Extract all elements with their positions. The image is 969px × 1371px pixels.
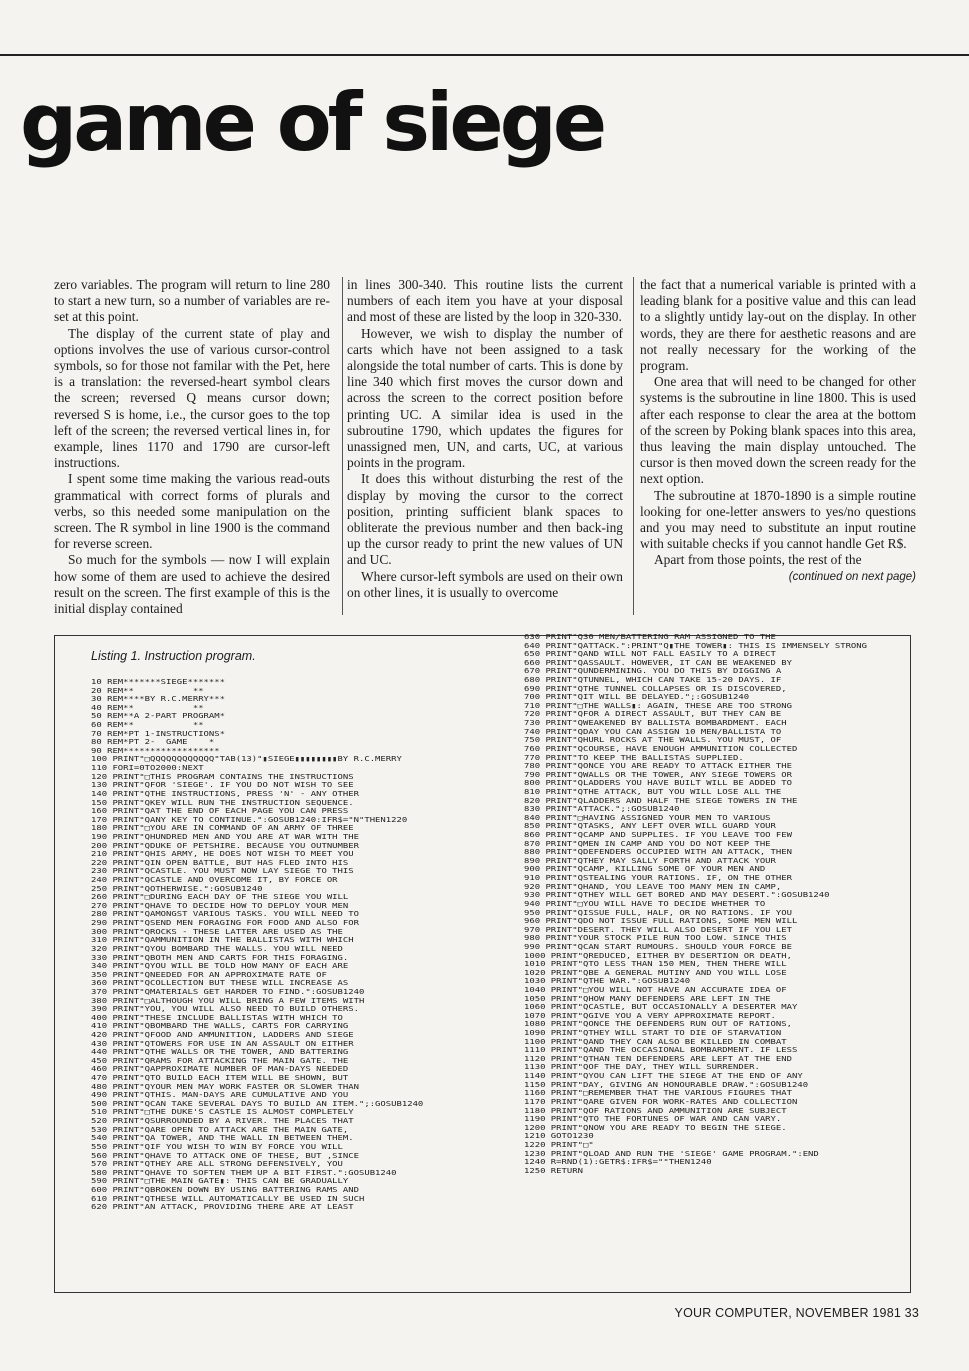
code-line: 590 PRINT"□THE MAIN GATE▮: THIS CAN BE GRADUALLY <box>91 1177 349 1186</box>
listing-title: Listing 1. Instruction program. <box>91 649 256 663</box>
code-line: 480 PRINT"QYOUR MEN MAY WORK FASTER OR SLOWER THAN <box>91 1082 359 1091</box>
code-line: 1140 PRINT"QYOU CAN LIFT THE SIEGE AT THE END OF ANY <box>524 1072 803 1081</box>
paragraph: One area that will need to be changed for other systems is the subroutine in line 1800. This is used after each response to clear the area at the bottom of the screen by Poking blank spaces into this area, thus leaving the main display untouched. The cursor is then moved down the screen ready for the next option. <box>640 374 916 487</box>
code-line: 720 PRINT"QFOR A DIRECT ASSAULT, BUT THEY CAN BE <box>524 710 782 719</box>
code-line: 180 PRINT"□YOU ARE IN COMMAND OF AN ARMY OF THREE <box>91 824 354 833</box>
paragraph: It does this without disturbing the rest of the display by moving the cursor to the correct position, printing sufficient blank spaces to obliterate the previous number and then back-ing up the cursor ready to print the new values of UN and UC. <box>347 471 623 568</box>
code-line: 650 PRINT"QAND WILL NOT FALL EASILY TO A DIRECT <box>524 650 776 659</box>
code-line: 500 PRINT"QCAN TAKE SEVERAL DAYS TO BUILD AN ITEM.";:GOSUB1240 <box>91 1099 424 1108</box>
code-line: 540 PRINT"QA TOWER, AND THE WALL IN BETWEEN THEM. <box>91 1134 354 1143</box>
continued-note: (continued on next page) <box>788 570 916 583</box>
code-line: 330 PRINT"QBOTH MEN AND CARTS FOR THIS FORAGING. <box>91 953 349 962</box>
code-line: 1080 PRINT"QONCE THE DEFENDERS RUN OUT OF RATIONS, <box>524 1020 792 1029</box>
code-line: 300 PRINT"QROCKS - THESE LATTER ARE USED AS THE <box>91 927 343 936</box>
code-line: 1190 PRINT"QTO THE FORTUNES OF WAR AND CAN VARY. <box>524 1115 782 1124</box>
article-column-1 <box>54 277 330 617</box>
code-line: 1250 RETURN <box>524 1166 583 1175</box>
article-column-3 <box>640 277 916 617</box>
code-line: 70 REM*PT 1-INSTRUCTIONS* <box>91 729 225 738</box>
code-line: 610 PRINT"QTHESE WILL AUTOMATICALLY BE USED IN SUCH <box>91 1194 365 1203</box>
paragraph: However, we wish to display the number of carts which have not been assigned to a task alongside the total number of carts. This is done by line 340 which first moves the cursor down and across the screen to the correct position before printing UC. A similar idea is used in the subroutine 1790, which updates the figures for unassigned men, UN, and carts, UC, at various points in the program. <box>347 325 623 471</box>
code-line: 1240 R=RND(1):GETR$:IFR$=""THEN1240 <box>524 1158 712 1167</box>
column-divider <box>633 277 634 615</box>
code-line: 750 PRINT"QHURL ROCKS AT THE WALLS. YOU MUST, OF <box>524 736 782 745</box>
code-line: 40 REM** ** <box>91 703 204 712</box>
code-line: 950 PRINT"QISSUE FULL, HALF, OR NO RATIONS. IF YOU <box>524 908 792 917</box>
code-line: 710 PRINT"□THE WALLS▮: AGAIN, THESE ARE TOO STRONG <box>524 701 792 710</box>
code-line: 970 PRINT"DESERT. THEY WILL ALSO DESERT IF YOU LET <box>524 925 792 934</box>
article-title: game of siege <box>20 76 604 169</box>
code-line: 770 PRINT"TO KEEP THE BALLISTAS SUPPLIED. <box>524 753 744 762</box>
code-line: 930 PRINT"QTHEY WILL GET BORED AND MAY DESERT.":GOSUB1240 <box>524 891 830 900</box>
code-line: 420 PRINT"QFOOD AND AMMUNITION, LADDERS AND SIEGE <box>91 1030 354 1039</box>
code-line: 290 PRINT"QSEND MEN FORAGING FOR FOOD AND ALSO FOR <box>91 919 359 928</box>
code-line: 200 PRINT"QDUKE OF PETSHIRE. BECAUSE YOU OUTNUMBER <box>91 841 359 850</box>
code-line: 100 PRINT"□QQQQQQQQQQQQ"TAB(13)"▮SIEGE▮▮▮▮▮▮▮▮BY R.C.MERRY <box>91 755 402 764</box>
code-line: 1180 PRINT"QOF RATIONS AND AMMUNITION ARE SUBJECT <box>524 1106 787 1115</box>
code-line: 1110 PRINT"QAND THE OCCASIONAL BOMBARDMENT. IF LESS <box>524 1046 798 1055</box>
code-line: 1200 PRINT"QNOW YOU ARE READY TO BEGIN THE SIEGE. <box>524 1123 787 1132</box>
code-line: 220 PRINT"QIN OPEN BATTLE, BUT HAS FLED INTO HIS <box>91 858 349 867</box>
code-line: 740 PRINT"QDAY YOU CAN ASSIGN 10 MEN/BALLISTA TO <box>524 727 782 736</box>
code-line: 1000 PRINT"QREDUCED, EITHER BY DESERTION OR DEATH, <box>524 951 792 960</box>
code-line: 1230 PRINT"QLOAD AND RUN THE 'SIEGE' GAME PROGRAM.":END <box>524 1149 819 1158</box>
code-line: 840 PRINT"□HAVING ASSIGNED YOUR MEN TO VARIOUS <box>524 813 771 822</box>
code-line: 370 PRINT"QMATERIALS GET HARDER TO FIND.":GOSUB1240 <box>91 987 365 996</box>
code-line: 80 REM*PT 2- GAME * <box>91 738 215 747</box>
code-line: 260 PRINT"□DURING EACH DAY OF THE SIEGE YOU WILL <box>91 893 349 902</box>
code-line: 530 PRINT"QARE OPEN TO ATTACK ARE THE MAIN GATE, <box>91 1125 349 1134</box>
code-line: 880 PRINT"QDEFENDERS OCCUPIED WITH AN ATTACK, THEN <box>524 848 792 857</box>
code-line: 120 PRINT"□THIS PROGRAM CONTAINS THE INSTRUCTIONS <box>91 772 354 781</box>
header-rule <box>0 54 969 56</box>
code-line: 250 PRINT"QOTHERWISE.":GOSUB1240 <box>91 884 263 893</box>
code-line: 130 PRINT"QFOR 'SIEGE'. IF YOU DO NOT WISH TO SEE <box>91 781 354 790</box>
code-line: 1120 PRINT"QTHAN TEN DEFENDERS ARE LEFT AT THE END <box>524 1054 792 1063</box>
code-line: 340 PRINT"QYOU WILL BE TOLD HOW MANY OF EACH ARE <box>91 962 349 971</box>
code-line: 170 PRINT"QANY KEY TO CONTINUE.":GOSUB1240:IFR$="N"THEN1220 <box>91 815 408 824</box>
code-line: 190 PRINT"QHUNDRED MEN AND YOU ARE AT WAR WITH THE <box>91 832 359 841</box>
code-line: 870 PRINT"QMEN IN CAMP AND YOU DO NOT KEEP THE <box>524 839 771 848</box>
code-line: 620 PRINT"AN ATTACK, PROVIDING THERE ARE AT LEAST <box>91 1203 354 1212</box>
code-line: 850 PRINT"QTASKS, ANY LEFT OVER WILL GUARD YOUR <box>524 822 776 831</box>
code-line: 1220 PRINT"□" <box>524 1140 594 1149</box>
code-line: 980 PRINT"YOUR STOCK PILE RUN TOO LOW. SINCE THIS <box>524 934 787 943</box>
code-line: 940 PRINT"□YOU WILL HAVE TO DECIDE WHETHER TO <box>524 899 766 908</box>
code-line: 440 PRINT"QTHE WALLS OR THE TOWER, AND BATTERING <box>91 1048 349 1057</box>
code-line: 310 PRINT"QAMMUNITION IN THE BALLISTAS WITH WHICH <box>91 936 354 945</box>
code-line: 380 PRINT"□ALTHOUGH YOU WILL BRING A FEW ITEMS WITH <box>91 996 365 1005</box>
code-line: 810 PRINT"QTHE ATTACK, BUT YOU WILL LOSE ALL THE <box>524 787 782 796</box>
code-line: 150 PRINT"QKEY WILL RUN THE INSTRUCTION SEQUENCE. <box>91 798 354 807</box>
code-line: 390 PRINT"YOU, YOU WILL ALSO NEED TO BUILD OTHERS. <box>91 1005 359 1014</box>
code-line: 230 PRINT"QCASTLE. YOU MUST NOW LAY SIEGE TO THIS <box>91 867 354 876</box>
code-line: 430 PRINT"QTOWERS FOR USE IN AN ASSAULT ON EITHER <box>91 1039 354 1048</box>
code-line: 110 FORI=0TO2000:NEXT <box>91 764 204 773</box>
listing-code-right <box>524 633 867 1175</box>
code-line: 640 PRINT"QATTACK.":PRINT"Q▮THE TOWER▮: THIS IS IMMENSELY STRONG <box>524 641 868 650</box>
code-line: 10 REM*******SIEGE******* <box>91 678 225 686</box>
code-line: 1050 PRINT"QHOW MANY DEFENDERS ARE LEFT IN THE <box>524 994 771 1003</box>
code-line: 510 PRINT"□THE DUKE'S CASTLE IS ALMOST COMPLETELY <box>91 1108 354 1117</box>
code-line: 470 PRINT"QTO BUILD EACH ITEM WILL BE SHOWN, BUT <box>91 1074 349 1083</box>
code-line: 820 PRINT"QLADDERS AND HALF THE SIEGE TOWERS IN THE <box>524 796 798 805</box>
code-line: 160 PRINT"QAT THE END OF EACH PAGE YOU CAN PRESS <box>91 807 349 816</box>
code-line: 680 PRINT"QTUNNEL, WHICH CAN TAKE 15-20 DAYS. IF <box>524 676 782 685</box>
code-line: 570 PRINT"QTHEY ARE ALL STRONG DEFENSIVELY, YOU <box>91 1160 343 1169</box>
code-line: 560 PRINT"QHAVE TO ATTACK ONE OF THESE, BUT ,SINCE <box>91 1151 359 1160</box>
code-line: 450 PRINT"QRAMS FOR ATTACKING THE MAIN GATE. THE <box>91 1056 349 1065</box>
code-line: 360 PRINT"QCOLLECTION BUT THESE WILL INCREASE AS <box>91 979 349 988</box>
page-footer: YOUR COMPUTER, NOVEMBER 1981 33 <box>674 1306 919 1320</box>
code-line: 1010 PRINT"QTO LESS THAN 150 MEN, THEN THERE WILL <box>524 960 787 969</box>
code-line: 1030 PRINT"QTHE WAR.":GOSUB1240 <box>524 977 691 986</box>
code-line: 30 REM****BY R.C.MERRY*** <box>91 695 225 704</box>
code-line: 240 PRINT"QCASTLE AND OVERCOME IT, BY FORCE OR <box>91 876 338 885</box>
code-line: 890 PRINT"QTHEY MAY SALLY FORTH AND ATTACK YOUR <box>524 856 776 865</box>
code-line: 670 PRINT"QUNDERMINING. YOU DO THIS BY DIGGING A <box>524 667 782 676</box>
code-line: 1090 PRINT"QTHEY WILL START TO DIE OF STARVATION <box>524 1029 782 1038</box>
code-line: 1100 PRINT"QAND THEY CAN ALSO BE KILLED IN COMBAT <box>524 1037 787 1046</box>
paragraph: zero variables. The program will return to line 280 to start a new turn, so a number of variables are re-set at this point. <box>54 277 330 325</box>
code-line: 860 PRINT"QCAMP AND SUPPLIES. IF YOU LEAVE TOO FEW <box>524 831 792 840</box>
code-line: 920 PRINT"QHAND, YOU LEAVE TOO MANY MEN IN CAMP, <box>524 882 782 891</box>
code-line: 320 PRINT"QYOU BOMBARD THE WALLS. YOU WILL NEED <box>91 944 343 953</box>
code-line: 910 PRINT"QSTEALING YOUR RATIONS. IF, ON THE OTHER <box>524 874 792 883</box>
code-line: 20 REM** ** <box>91 686 204 695</box>
code-line: 780 PRINT"QONCE YOU ARE READY TO ATTACK EITHER THE <box>524 762 792 771</box>
code-line: 700 PRINT"QIT WILL BE DELAYED.";:GOSUB1240 <box>524 693 750 702</box>
code-line: 800 PRINT"QLADDERS YOU HAVE BUILT WILL BE ADDED TO <box>524 779 792 788</box>
code-line: 280 PRINT"QAMONGST VARIOUS TASKS. YOU WILL NEED TO <box>91 910 359 919</box>
listing-box <box>54 635 911 1293</box>
code-line: 830 PRINT"ATTACK.";:GOSUB1240 <box>524 805 680 814</box>
paragraph: in lines 300-340. This routine lists the current numbers of each item you have at your disposal and most of these are listed by the loop in 320-330. <box>347 277 623 325</box>
code-line: 50 REM**A 2-PART PROGRAM* <box>91 712 225 721</box>
code-line: 410 PRINT"QBOMBARD THE WALLS, CARTS FOR CARRYING <box>91 1022 349 1031</box>
code-line: 730 PRINT"QWEAKENED BY BALLISTA BOMBARDMENT. EACH <box>524 719 787 728</box>
code-line: 900 PRINT"QCAMP, KILLING SOME OF YOUR MEN AND <box>524 865 766 874</box>
paragraph: Apart from those points, the rest of the <box>654 552 862 568</box>
code-line: 90 REM****************** <box>91 746 220 755</box>
code-line: 400 PRINT"THESE INCLUDE BALLISTAS WITH WHICH TO <box>91 1013 343 1022</box>
code-line: 600 PRINT"QBROKEN DOWN BY USING BATTERING RAMS AND <box>91 1185 359 1194</box>
code-line: 1170 PRINT"QARE GIVEN FOR WORK-RATES AND COLLECTION <box>524 1097 798 1106</box>
code-line: 550 PRINT"QIF YOU WISH TO WIN BY FORCE YOU WILL <box>91 1142 343 1151</box>
paragraph: the fact that a numerical variable is printed with a leading blank for a positive value and this can lead to a slightly untidy lay-out on the display. In other words, they are there for aesthetic reasons and are not really necessary for the working of the program. <box>640 277 916 374</box>
code-line: 60 REM** ** <box>91 721 204 730</box>
code-line: 270 PRINT"QHAVE TO DECIDE HOW TO DEPLOY YOUR MEN <box>91 901 349 910</box>
paragraph: I spent some time making the various read-outs grammatical with correct forms of plurals and verbs, so this needed some manipulation on the screen. The R symbol in line 1900 is the command for reverse screen. <box>54 471 330 552</box>
code-line: 960 PRINT"QDO NOT ISSUE FULL RATIONS, SOME MEN WILL <box>524 917 798 926</box>
code-line: 690 PRINT"QTHE TUNNEL COLLAPSES OR IS DISCOVERED, <box>524 684 787 693</box>
code-line: 1070 PRINT"QGIVE YOU A VERY APPROXIMATE REPORT. <box>524 1011 776 1020</box>
paragraph: So much for the symbols — now I will explain how some of them are used to achieve the desired result on the screen. The first example of this is the initial display contained <box>54 552 330 617</box>
code-line: 1040 PRINT"□YOU WILL NOT HAVE AN ACCURATE IDEA OF <box>524 985 787 994</box>
code-line: 1210 GOTO1230 <box>524 1132 594 1141</box>
code-line: 630 PRINT"Q30 MEN/BATTERING RAM ASSIGNED TO THE <box>524 633 776 641</box>
code-line: 460 PRINT"QAPPROXIMATE NUMBER OF MAN-DAYS NEEDED <box>91 1065 349 1074</box>
code-line: 1020 PRINT"QBE A GENERAL MUTINY AND YOU WILL LOSE <box>524 968 787 977</box>
code-line: 580 PRINT"QHAVE TO SOFTEN THEM UP A BIT FIRST.":GOSUB1240 <box>91 1168 397 1177</box>
paragraph: Where cursor-left symbols are used on their own on other lines, it is usually to overcome <box>347 568 623 600</box>
article-body <box>54 277 916 617</box>
column-divider <box>342 277 343 615</box>
code-line: 520 PRINT"QSURROUNDED BY A RIVER. THE PLACES THAT <box>91 1117 354 1126</box>
code-line: 350 PRINT"QNEEDED FOR AN APPROXIMATE RATE OF <box>91 970 327 979</box>
code-line: 1160 PRINT"□REMEMBER THAT THE VARIOUS FIGURES THAT <box>524 1089 792 1098</box>
listing-code-left <box>91 678 423 1212</box>
code-line: 210 PRINT"QHIS ARMY, HE DOES NOT WISH TO MEET YOU <box>91 850 354 859</box>
code-line: 790 PRINT"QWALLS OR THE TOWER, ANY SIEGE TOWERS OR <box>524 770 792 779</box>
code-line: 490 PRINT"QTHIS. MAN-DAYS ARE CUMULATIVE AND YOU <box>91 1091 349 1100</box>
paragraph: The subroutine at 1870-1890 is a simple routine looking for one-letter answers to yes/no questions and you may need to substitute an input routine with suitable checks if you cannot handle Get R$. <box>640 487 916 552</box>
code-line: 140 PRINT"QTHE INSTRUCTIONS, PRESS 'N' - ANY OTHER <box>91 789 359 798</box>
code-line: 1130 PRINT"QOF THE DAY, THEY WILL SURRENDER. <box>524 1063 760 1072</box>
article-column-2 <box>347 277 623 617</box>
code-line: 760 PRINT"QCOURSE, HAVE ENOUGH AMMUNITION COLLECTED <box>524 744 798 753</box>
code-line: 660 PRINT"QASSAULT. HOWEVER, IT CAN BE WEAKENED BY <box>524 658 792 667</box>
code-line: 1150 PRINT"DAY, GIVING AN HONOURABLE DRAW.":GOSUB1240 <box>524 1080 809 1089</box>
code-line: 1060 PRINT"QCASTLE, BUT OCCASIONALLY A DESERTER MAY <box>524 1003 798 1012</box>
paragraph: The display of the current state of play and options involves the use of various cursor-control symbols, so for those not familar with the Pet, here is a translation: the reversed-heart symbol clears the screen; reversed Q means cursor down; reversed S is home, i.e., the cursor goes to the top left of the screen; the reversed vertical lines in, for example, lines 1170 and 1790 are cursor-left instructions. <box>54 325 330 471</box>
code-line: 990 PRINT"QCAN START RUMOURS. SHOULD YOUR FORCE BE <box>524 942 792 951</box>
